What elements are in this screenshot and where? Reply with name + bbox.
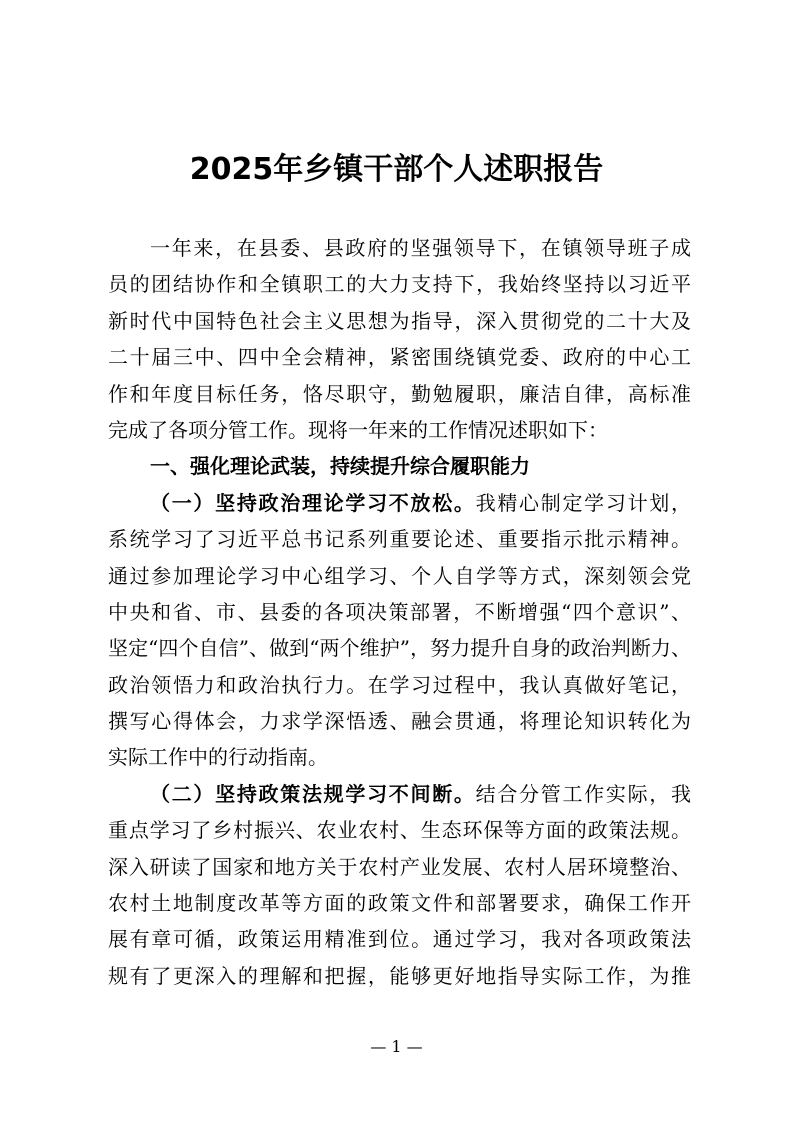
paragraph-line: 撰写心得体会，力求学深悟透、融会贯通，将理论知识转化为: [108, 709, 691, 734]
paragraph-line: 深入研读了国家和地方关于农村产业发展、农村人居环境整治、: [108, 854, 691, 879]
paragraph-line: 系统学习了习近平总书记系列重要论述、重要指示批示精神。: [108, 527, 691, 552]
paragraph-line: 农村土地制度改革等方面的政策文件和部署要求，确保工作开: [108, 891, 691, 916]
paragraph-line: 规有了更深入的理解和把握，能够更好地指导实际工作，为推: [108, 963, 691, 988]
subsection-heading: （一）坚持政治理论学习不放松。: [150, 490, 476, 515]
paragraph-line: 中央和省、市、县委的各项决策部署，不断增强“四个意识”、: [108, 599, 691, 624]
paragraph-line: 实际工作中的行动指南。: [108, 745, 328, 770]
page-number: — 1 —: [370, 1037, 423, 1056]
section-heading: 一、强化理论武装，持续提升综合履职能力: [150, 454, 530, 479]
paragraph-line: 员的团结协作和全镇职工的大力支持下，我始终坚持以习近平: [108, 272, 691, 297]
paragraph-line: 新时代中国特色社会主义思想为指导，深入贯彻党的二十大及: [108, 308, 691, 333]
paragraph-line: 重点学习了乡村振兴、农业农村、生态环保等方面的政策法规。: [108, 818, 691, 843]
paragraph-line: 二十届三中、四中全会精神，紧密围绕镇党委、政府的中心工: [108, 345, 691, 370]
subsection-first-text: 我精心制定学习计划，: [475, 490, 691, 515]
subsection-heading: （二）坚持政策法规学习不间断。: [150, 781, 476, 806]
paragraph-line: 通过参加理论学习中心组学习、个人自学等方式，深刻领会党: [108, 563, 691, 588]
subsection-first-line: [108, 776, 691, 812]
paragraph-line: 完成了各项分管工作。现将一年来的工作情况述职如下：: [108, 417, 608, 442]
paragraph-line: 政治领悟力和政治执行力。在学习过程中，我认真做好笔记，: [108, 672, 691, 697]
paragraph-line: 一年来，在县委、县政府的坚强领导下，在镇领导班子成: [150, 236, 691, 260]
paragraph-line: 坚定“四个自信”、做到“两个维护”，努力提升自身的政治判断力、: [108, 636, 691, 661]
document-title: 2025年乡镇干部个人述职报告: [189, 152, 604, 187]
subsection-first-text: 结合分管工作实际，我: [475, 781, 691, 806]
subsection-first-line: [108, 485, 691, 521]
paragraph-line: 作和年度目标任务，恪尽职守，勤勉履职，廉洁自律，高标准: [108, 381, 691, 406]
paragraph-line: 展有章可循，政策运用精准到位。通过学习，我对各项政策法: [108, 927, 691, 952]
document-body: [108, 230, 691, 994]
